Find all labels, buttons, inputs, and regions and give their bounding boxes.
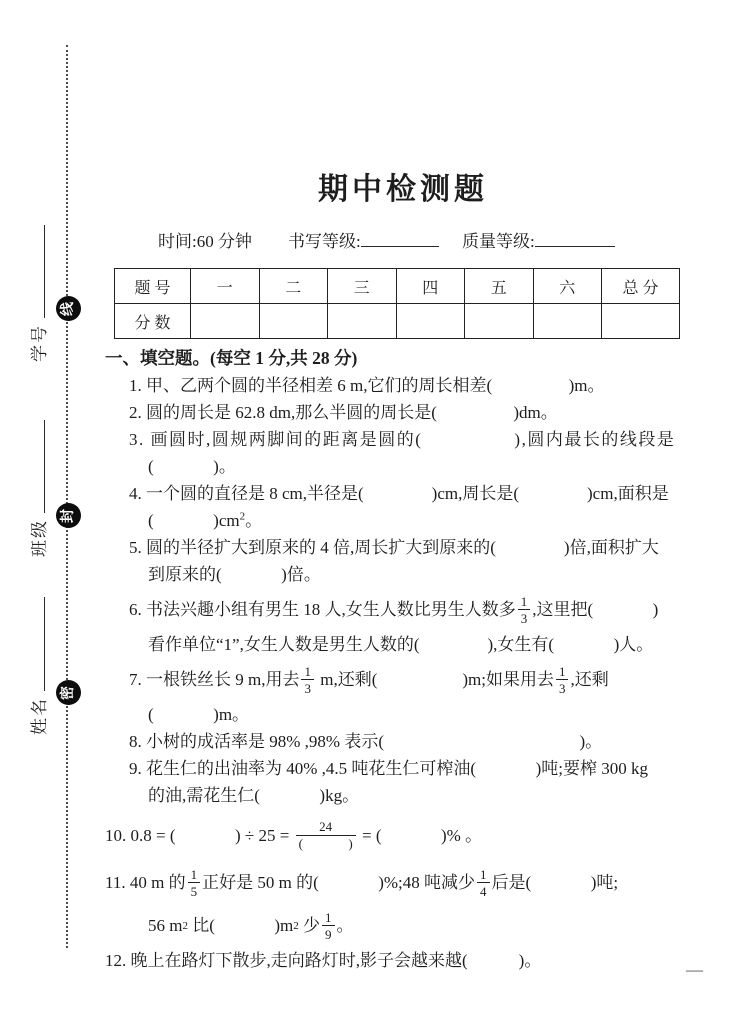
side-field-3 (26, 597, 48, 735)
score-table-header-cell: 一 (191, 269, 260, 304)
fraction (556, 665, 569, 695)
score-cell-empty (191, 304, 260, 339)
question-text: 到原来的( )倍。 (148, 565, 321, 584)
score-table-header-cell: 题 号 (115, 269, 191, 304)
score-cell-empty (328, 304, 397, 339)
question-line (105, 453, 705, 480)
fraction (477, 868, 490, 898)
question-text: 。 (336, 916, 354, 935)
fraction (296, 820, 356, 850)
question-text: 4. 一个圆的直径是 8 cm,半径是( )cm,周长是( )cm,面积是 (129, 484, 669, 503)
question-6 (105, 588, 705, 658)
question-text: ( )。 (148, 457, 236, 476)
question-text: 6. 书法兴趣小组有男生 18 人,女生人数比男生人数多 (129, 600, 516, 619)
fraction-denominator: ( ) (298, 836, 353, 851)
question-text: 12. 晚上在路灯下散步,走向路灯时,影子会越来越( )。 (105, 951, 542, 970)
fraction (518, 595, 531, 625)
question-text: 正好是 50 m 的( )%;48 吨减少 (202, 873, 476, 892)
question-line (105, 947, 705, 974)
fraction-denominator: 3 (558, 680, 566, 696)
question-1 (105, 372, 705, 399)
score-table-header-cell: 五 (465, 269, 534, 304)
question-text: 的油,需花生仁( )kg。 (148, 786, 360, 805)
question-text: 8. 小树的成活率是 98% ,98% 表示( )。 (129, 732, 603, 751)
fraction-numerator: 24 (319, 819, 333, 834)
question-line (105, 809, 705, 861)
quality-grade-blank (535, 230, 615, 247)
question-text: 少 (298, 916, 321, 935)
question-text: ( )m。 (148, 705, 250, 724)
question-text: ,这里把( ) (532, 600, 659, 619)
question-text: 2. 圆的周长是 62.8 dm,那么半圆的周长是( )dm。 (129, 403, 558, 422)
question-line (105, 755, 705, 782)
time-label: 时间:60 分钟 (158, 232, 252, 251)
page-number-dash: — (686, 960, 703, 979)
score-table-header-cell: 四 (396, 269, 465, 304)
question-5 (105, 534, 705, 588)
question-line (105, 631, 705, 658)
seal-stamp-char: 封 (60, 508, 76, 523)
question-3 (105, 426, 705, 480)
writing-grade-label: 书写等级: (288, 227, 439, 252)
question-text: 看作单位“1”,女生人数是男生人数的( ),女生有( )人。 (148, 635, 654, 654)
question-11 (105, 861, 705, 947)
fraction-denominator: 5 (190, 883, 198, 899)
fraction-denominator: 9 (325, 926, 332, 942)
question-text: ( )cm (148, 511, 240, 530)
question-9 (105, 755, 705, 809)
question-12 (105, 947, 705, 974)
score-table-header-cell: 三 (328, 269, 397, 304)
score-table-header-cell: 总 分 (602, 269, 680, 304)
question-text: 3. 画圆时,圆规两脚间的距离是圆的( ),圆内最长的线段是 (129, 430, 676, 449)
fraction-denominator: 3 (520, 610, 528, 626)
seal-stamp-3 (56, 680, 81, 705)
question-line (105, 728, 705, 755)
question-text: m,还剩( )m;如果用去 (315, 670, 554, 689)
question-text: 。 (245, 511, 263, 530)
question-line (105, 399, 705, 426)
side-field-label: 姓名 (29, 697, 49, 735)
section-heading: 一、填空题。(每空 1 分,共 28 分) (105, 348, 358, 368)
question-line (105, 658, 705, 701)
superscript: 2 (239, 510, 246, 523)
question-line (105, 507, 705, 534)
question-text: 5. 圆的半径扩大到原来的 4 倍,周长扩大到原来的( )倍,面积扩大 (129, 538, 659, 557)
quality-grade-label: 质量等级: (462, 227, 615, 252)
question-text: 比( )m (187, 916, 294, 935)
side-field-label: 班级 (29, 519, 49, 557)
question-7 (105, 658, 705, 728)
score-cell-empty (396, 304, 465, 339)
fraction-numerator: 1 (480, 866, 487, 882)
fraction-numerator: 1 (558, 663, 566, 679)
fraction (188, 868, 201, 898)
score-row-label: 分 数 (115, 304, 191, 339)
fraction (322, 911, 335, 941)
page-title: 期中检测题 (318, 173, 488, 207)
side-field-blank-line (30, 420, 45, 513)
score-cell-empty (533, 304, 602, 339)
question-line (105, 480, 705, 507)
question-line (105, 534, 705, 561)
score-table (114, 268, 680, 339)
question-line (105, 588, 705, 631)
side-field-blank-line (30, 597, 45, 691)
exam-info-line (0, 227, 733, 251)
fraction (301, 665, 314, 695)
question-text: 1. 甲、乙两个圆的半径相差 6 m,它们的周长相差( )m。 (129, 376, 605, 395)
question-line (105, 701, 705, 728)
question-2 (105, 399, 705, 426)
score-table-header-row (115, 269, 680, 304)
question-8 (105, 728, 705, 755)
side-field-2 (26, 420, 48, 557)
seal-stamp-char: 密 (60, 685, 76, 700)
question-text: ,还剩 (570, 670, 609, 689)
question-line (105, 861, 705, 904)
fraction-denominator: 4 (480, 883, 487, 899)
seal-dotted-line (66, 45, 68, 948)
questions-list (105, 372, 705, 974)
question-line (105, 426, 705, 453)
seal-stamp-1 (56, 296, 81, 321)
score-cell-empty (259, 304, 328, 339)
seal-stamp-2 (56, 503, 81, 528)
side-field-label: 学号 (29, 324, 49, 362)
fraction-numerator: 1 (304, 663, 311, 679)
question-4 (105, 480, 705, 534)
question-line (105, 372, 705, 399)
question-line (105, 782, 705, 809)
score-table-score-row (115, 304, 680, 339)
fraction-numerator: 1 (520, 593, 528, 609)
score-table-header-cell: 六 (533, 269, 602, 304)
writing-grade-blank (361, 230, 439, 247)
fraction-denominator: 3 (304, 680, 311, 696)
score-cell-empty (602, 304, 680, 339)
score-cell-empty (465, 304, 534, 339)
score-table-header-cell: 二 (259, 269, 328, 304)
question-text: 11. 40 m 的 (105, 873, 186, 892)
fraction-numerator: 1 (325, 909, 332, 925)
question-text: 7. 一根铁丝长 9 m,用去 (129, 670, 300, 689)
question-text: = ( )% 。 (357, 825, 483, 845)
question-text: 10. 0.8 = ( ) ÷ 25 = (105, 825, 294, 845)
question-line (105, 561, 705, 588)
question-text: 9. 花生仁的出油率为 40% ,4.5 吨花生仁可榨油( )吨;要榨 300 kg (129, 759, 648, 778)
fraction-numerator: 1 (190, 866, 198, 882)
question-10 (105, 809, 705, 861)
question-line: 56 m 2 比( )m 2 少 1 9 。 (148, 909, 354, 942)
seal-stamp-char: 线 (60, 301, 76, 316)
question-text: 56 m (148, 916, 183, 935)
question-section (105, 344, 705, 974)
question-text: 后是( )吨; (491, 873, 619, 892)
